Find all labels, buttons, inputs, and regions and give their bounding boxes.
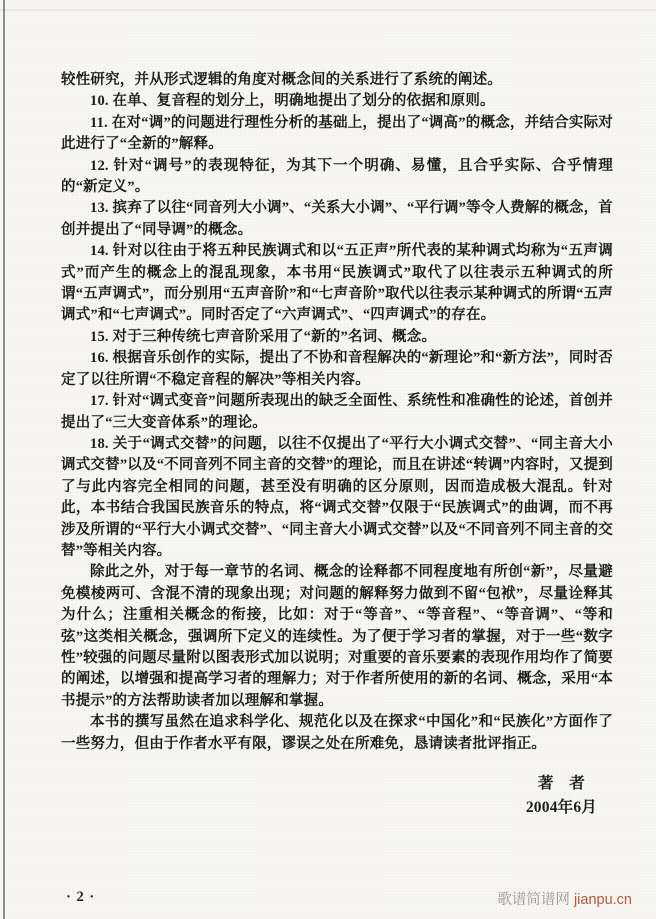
paragraph: 较性研究，并从形式逻辑的角度对概念间的关系进行了系统的阐述。 [61, 72, 502, 88]
paragraph: 17. 针对“调式变音”问题所表现出的缺乏全面性、系统性和准确性的论述，首创并提出了“三大变音体系”的理论。 [61, 393, 613, 431]
paragraph: 11. 在对“调”的问题进行理性分析的基础上，提出了“调高”的概念，并结合实际对此进行了“全新的”解释。 [61, 114, 613, 153]
paragraph: 16. 根据音乐创作的实际，提出了不协和音程解决的“新理论”和“新方法”，同时否定了以往所谓“不稳定音程的解决”等相关内容。 [61, 350, 613, 388]
paragraph: 本书的撰写虽然在追求科学化、规范化以及在探求“中国化”和“民族化”方面作了一些努力，但由于作者水平有限，谬误之处在所难免，恳请读者批评指正。 [61, 714, 613, 752]
scan-top-streak-artifact [0, 9, 656, 11]
signature-date: 2004年6月 [525, 799, 597, 817]
paragraph: 14. 针对以往由于将五种民族调式和以“五正声”所代表的某种调式均称为“五声调式”而产生的概念上的混乱现象，本书用“民族调式”取代了以往表示五种调式的所谓“五声调式”，而分别用“五声音阶”和“七声音阶”取代以往表示某种调式的所谓“五声调式”和“七声调式”。同时否定了“六声调式”、“四声调式”的存在。 [61, 243, 613, 324]
paragraph: 12. 针对“调号”的表现特征，为其下一个明确、易懂，且合乎实际、合乎情理的“新定义”。 [61, 157, 613, 196]
paragraph-list [61, 70, 613, 755]
paragraph: 13. 摈弃了以往“同音列大小调”、“关系大小调”、“平行调”等令人费解的概念，首创并提出了“同导调”的概念。 [61, 200, 613, 238]
paragraph: 10. 在单、复音程的划分上，明确地提出了划分的依据和原则。 [90, 93, 495, 110]
watermark [497, 888, 632, 909]
page-number: · 2 · [66, 889, 96, 905]
author-signature: 著 者 [537, 775, 585, 792]
watermark-site-name: 歌谱简谱网 [497, 892, 570, 908]
paragraph: 除此之外，对于每一章节的名词、概念的诠释都不同程度地有所创“新”，尽量避免模棱两可、含混不清的现象出现；对问题的解释努力做到不留“包袱”，尽量诠释其为什么；注重相关概念的衔接，比如：对于“等音”、“等音程”、“等音调”、“等和弦”这类相关概念，强调所下定义的连续性。为了便于学习者的掌握，对于一些“数字性”较强的问题尽量附以图表形式加以说明；对重要的音乐要素的表现作用均作了简要的阐述，以增强和提高学习者的理解力；对于作者所使用的新的名词、概念，采用“本书提示”的方法帮助读者加以理解和掌握。 [61, 564, 613, 709]
signature-block [61, 773, 613, 820]
paragraph: 18. 关于“调式交替”的问题，以往不仅提出了“平行大小调式交替”、“同主音大小调式交替”以及“不同音列不同主音的交替”的理论，而且在讲述“转调”内容时，又提到了与此内容完全相同的问题，甚至没有明确的区分原则，因而造成极大混乱。针对此，本书结合我国民族音乐的特点，将“调式交替”仅限于“民族调式”的曲调，而不再涉及所谓的“平行大小调式交替”、“同主音大小调式交替”以及“不同音列不同主音的交替”等相关内容。 [61, 435, 613, 559]
signature-inner [526, 773, 597, 819]
scan-edge-artifact [3, 0, 5, 919]
page-body-text [61, 70, 613, 820]
paragraph: 15. 对于三种传统七声音阶采用了“新的”名词、概念。 [90, 328, 437, 345]
watermark-domain: jianpu.cn [573, 892, 632, 908]
